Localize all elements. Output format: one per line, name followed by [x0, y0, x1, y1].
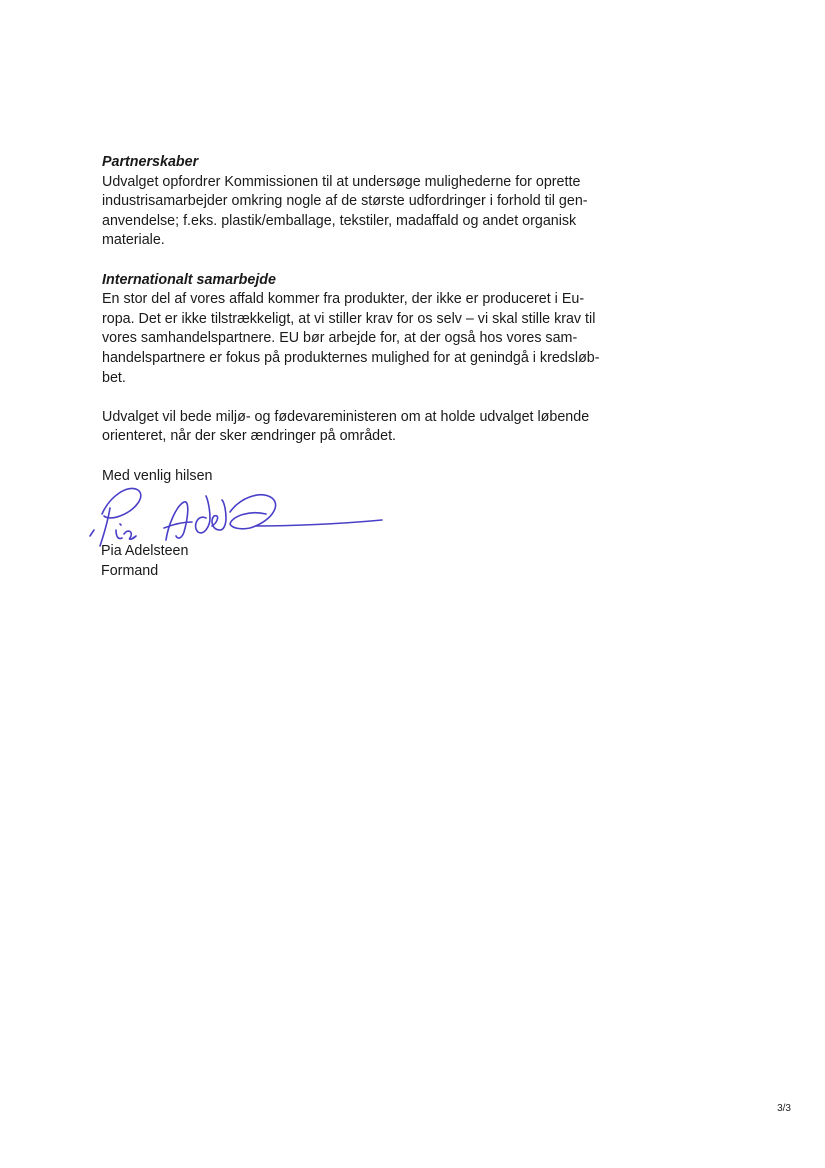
paragraph-line: vores samhandelspartnere. EU bør arbejde for, at der også hos vores sam-: [102, 330, 578, 347]
section-heading-partnerships: Partnerskaber: [102, 154, 199, 170]
paragraph-line: materiale.: [102, 232, 165, 249]
paragraph-line: handelspartnere er fokus på produkternes mulighed for at genindgå i kredsløb-: [102, 349, 600, 366]
paragraph-line: ropa. Det er ikke tilstrækkeligt, at vi stiller krav for os selv – vi skal stille krav til: [102, 310, 596, 327]
paragraph-spacer: [102, 447, 582, 467]
paragraph-line: Udvalget opfordrer Kommissionen til at undersøge mulighederne for oprette: [102, 173, 581, 190]
paragraph-line: industrisamarbejder omkring nogle af de største udfordringer i forhold til gen-: [102, 193, 588, 210]
paragraph-line: orienteret, når der sker ændringer på området.: [102, 428, 397, 445]
paragraph-line: anvendelse; f.eks. plastik/emballage, tekstiler, madaffald og andet organisk: [102, 212, 577, 229]
page-number: 3/3: [777, 1103, 791, 1114]
greeting: Med venlig hilsen: [102, 467, 213, 484]
paragraph-spacer: [102, 388, 582, 408]
section-heading-international: Internationalt samarbejde: [102, 271, 276, 288]
paragraph-spacer: [102, 251, 582, 271]
signatory-name: Pia Adelsteen: [101, 543, 189, 559]
signatory-block: [101, 542, 188, 581]
paragraph-line: bet.: [102, 369, 126, 386]
paragraph-line: Udvalget vil bede miljø- og fødevareministeren om at holde udvalget løbende: [102, 408, 590, 425]
letter-body: [102, 153, 600, 486]
signatory-title: Formand: [101, 562, 159, 579]
paragraph-line: En stor del af vores affald kommer fra produkter, der ikke er produceret i Eu-: [102, 291, 585, 308]
